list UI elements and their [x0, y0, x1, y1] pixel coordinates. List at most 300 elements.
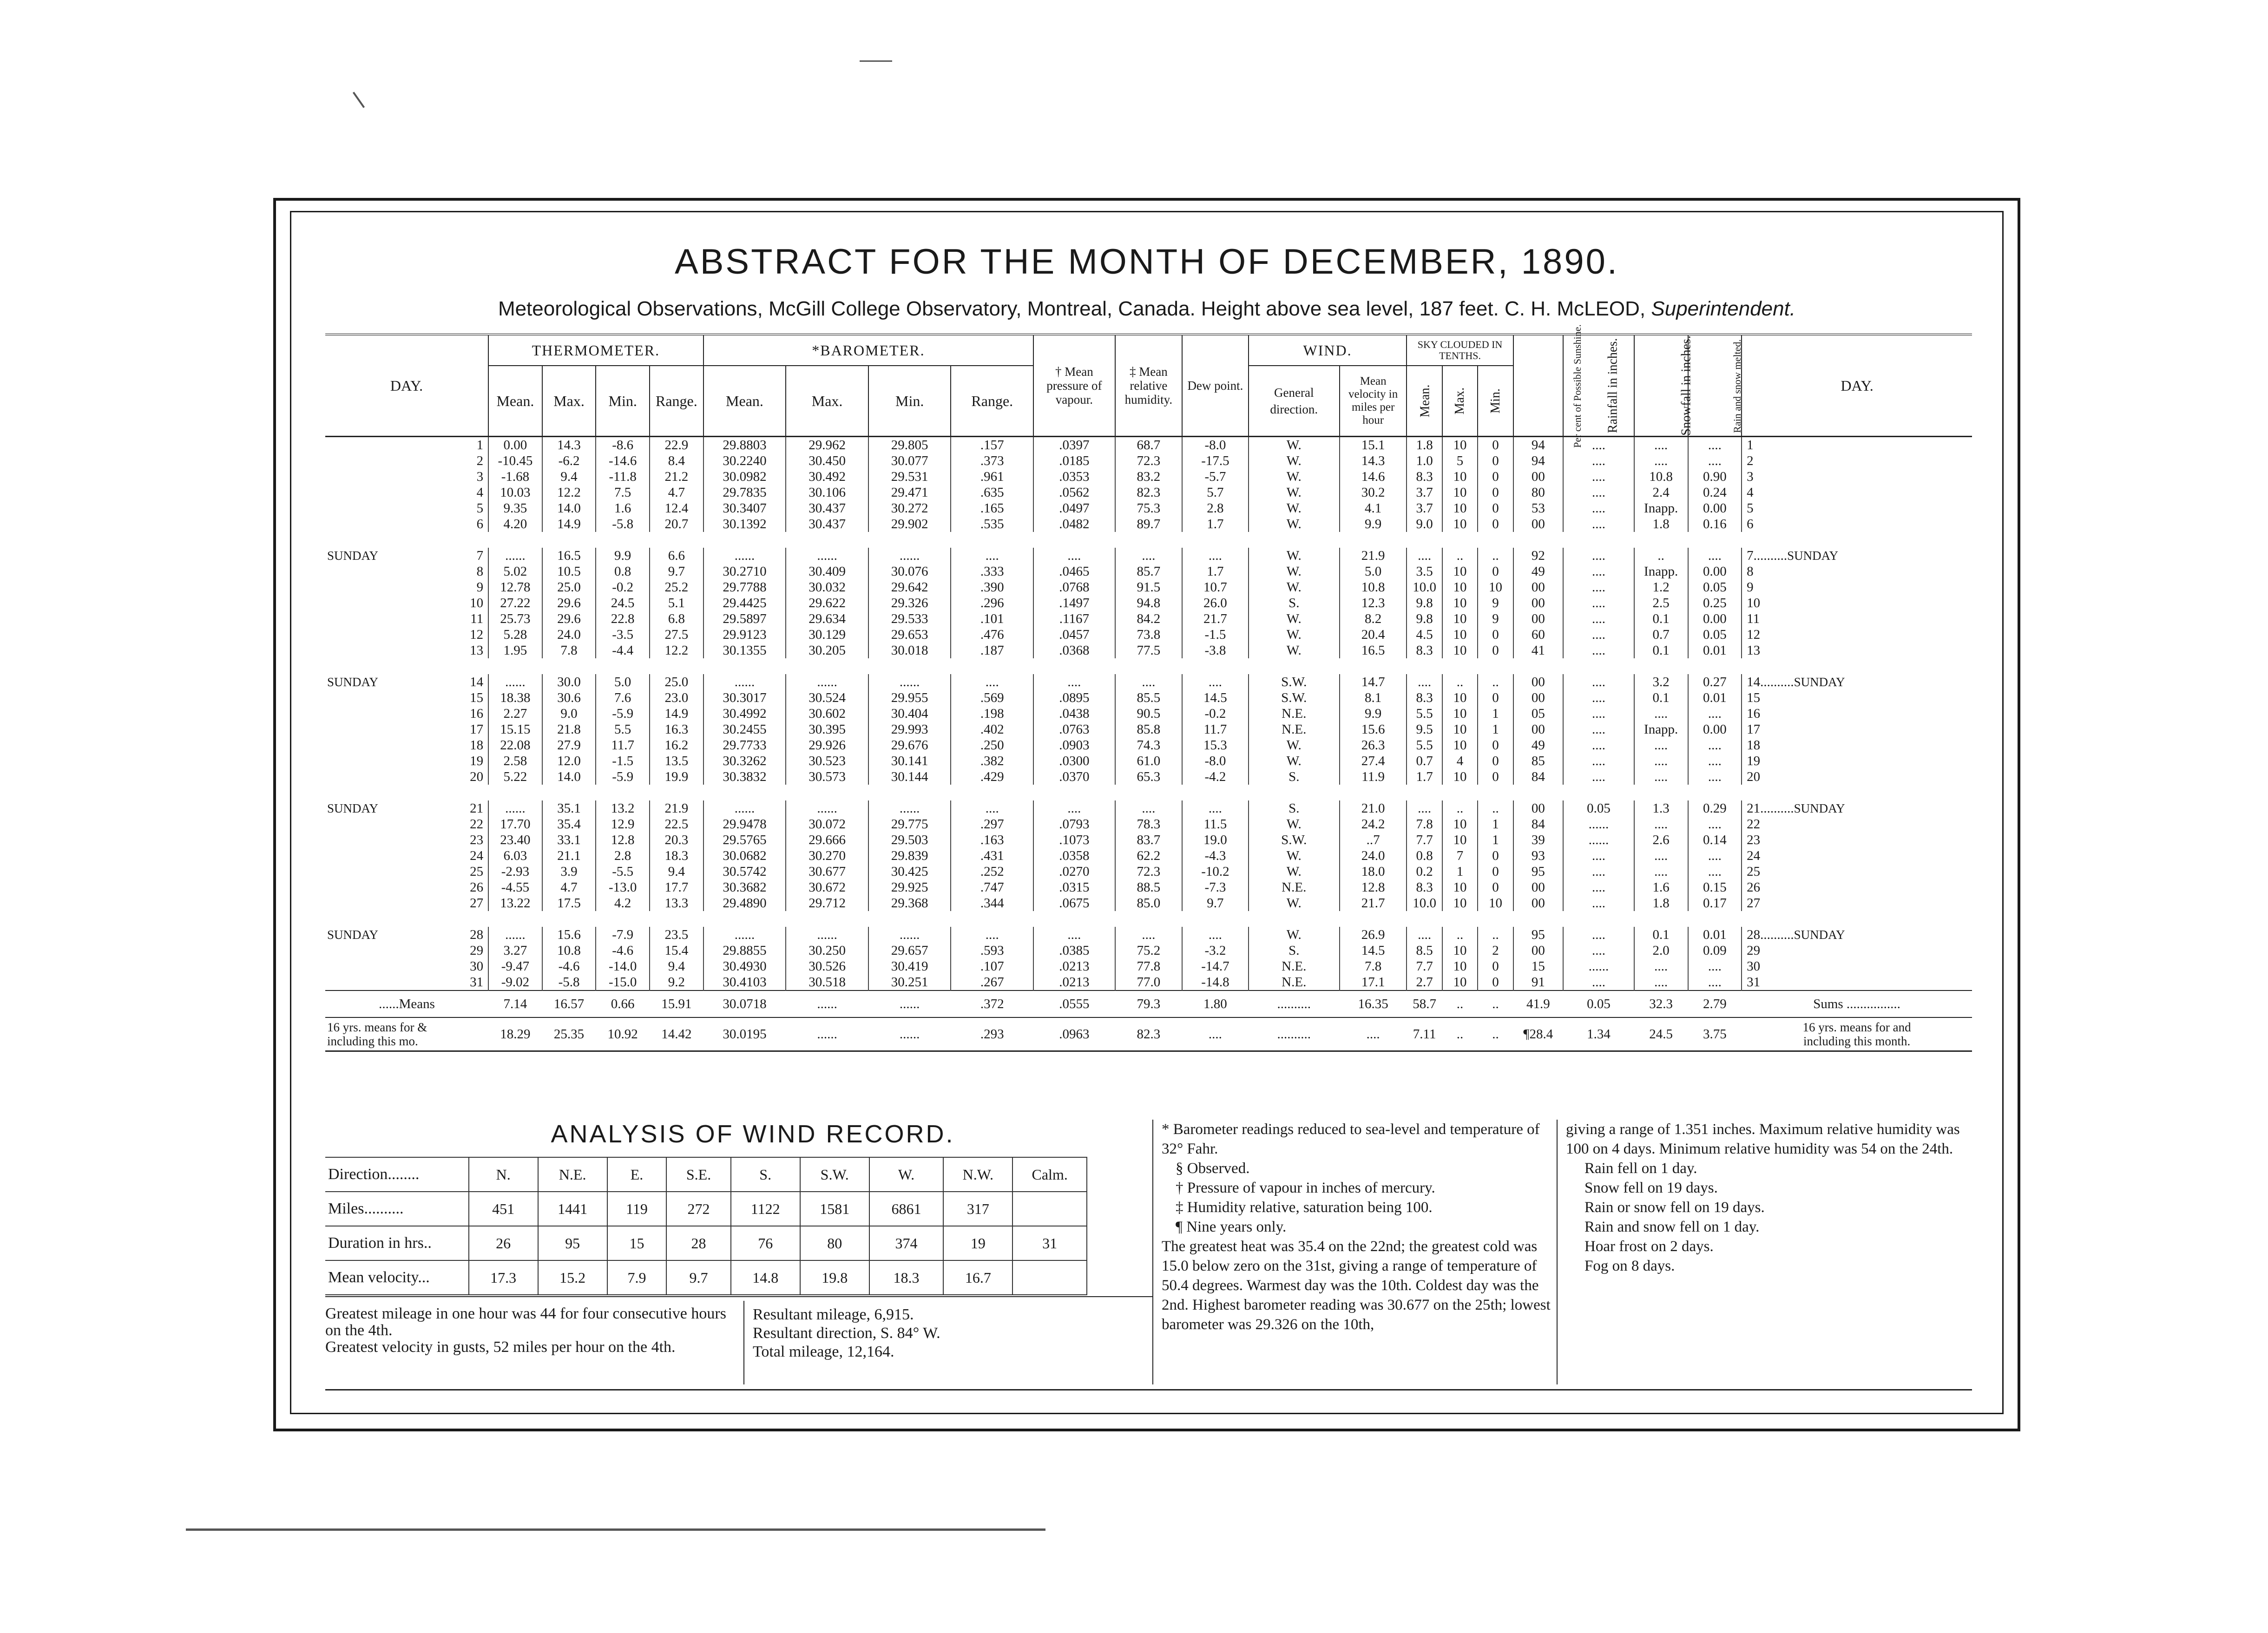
table-row: [325, 564, 1972, 579]
table-cell: 2.27: [488, 706, 542, 721]
footnote-barometer: * Barometer readings reduced to sea-level and temperature of 32° Fahr.: [1162, 1121, 1540, 1157]
wind-cell: 451: [469, 1192, 538, 1226]
wind-cell: N.W.: [943, 1157, 1012, 1192]
table-cell: 9.5: [1407, 721, 1442, 737]
table-cell: ....: [1688, 753, 1742, 769]
averages-cell: 10.92: [596, 1017, 650, 1051]
wind-cell: 119: [607, 1192, 667, 1226]
averages-cell: 18.29: [488, 1017, 542, 1051]
table-cell: ....: [1563, 500, 1634, 516]
table-cell: 1.2: [1634, 579, 1688, 595]
table-cell: 1.6: [596, 500, 650, 516]
table-cell: W.: [1249, 437, 1340, 453]
table-cell: 1.0: [1407, 453, 1442, 469]
table-cell: 25.0: [542, 579, 596, 595]
table-cell: 30.077: [868, 453, 951, 469]
table-cell: 29.4425: [703, 595, 786, 611]
table-cell: ....: [1688, 958, 1742, 974]
table-cell: 1.95: [488, 643, 542, 658]
notes-footnotes: [1162, 1120, 1552, 1334]
table-cell: 15.15: [488, 721, 542, 737]
table-cell: 95: [1513, 927, 1563, 943]
table-cell: 89.7: [1115, 516, 1183, 532]
table-cell: 6.03: [488, 848, 542, 864]
table-cell: .0465: [1033, 564, 1115, 579]
table-cell: 30.205: [786, 643, 868, 658]
table-cell: .0793: [1033, 816, 1115, 832]
table-cell: -10.2: [1182, 864, 1248, 879]
table-cell: W.: [1249, 611, 1340, 627]
table-cell: 29.368: [868, 895, 951, 911]
table-cell: ....: [1563, 737, 1634, 753]
table-cell: 30.1355: [703, 643, 786, 658]
table-cell: -2.93: [488, 864, 542, 879]
day-number-right: 26: [1742, 879, 1972, 895]
table-cell: 9.7: [650, 564, 703, 579]
table-cell: 30.106: [786, 485, 868, 500]
table-cell: 8.1: [1340, 690, 1407, 706]
table-row: [325, 864, 1972, 879]
table-cell: 7.7: [1407, 958, 1442, 974]
table-cell: .1167: [1033, 611, 1115, 627]
averages-label-line2: including this mo.: [327, 1034, 418, 1048]
table-cell: 30.3832: [703, 769, 786, 785]
table-cell: .0457: [1033, 627, 1115, 643]
table-cell: 95: [1513, 864, 1563, 879]
day-number-right: 28: [1747, 927, 1761, 942]
table-cell: W.: [1249, 927, 1340, 943]
table-cell: 26.3: [1340, 737, 1407, 753]
table-row: [325, 800, 1972, 816]
table-cell: 0.7: [1634, 627, 1688, 643]
table-cell: 0: [1478, 974, 1513, 990]
table-cell: 12.78: [488, 579, 542, 595]
wind-cell: [1012, 1192, 1087, 1226]
day-number-right: 13: [1742, 643, 1972, 658]
table-cell: 1.7: [1182, 516, 1248, 532]
wind-cell: 1441: [538, 1192, 607, 1226]
table-cell: W.: [1249, 564, 1340, 579]
table-cell: ......: [703, 800, 786, 816]
note-total-mileage: Total mileage, 12,164.: [753, 1343, 894, 1360]
averages-cell: 3.75: [1688, 1017, 1742, 1051]
table-cell: 1: [1442, 864, 1478, 879]
table-cell: ....: [1033, 800, 1115, 816]
miles-row: [325, 1192, 1087, 1226]
table-cell: 29.471: [868, 485, 951, 500]
note-temperature-summary: The greatest heat was 35.4 on the 22nd; the greatest cold was 15.0 below zero on the 31st, giving a range of temperature of 50.4 degrees. Warmest day was the 10th. Coldest day was the 2nd. Highest barometer reading was 30.677 on the 25th; lowest barometer was 29.326 on the 10th,: [1162, 1238, 1551, 1333]
table-cell: 0.90: [1688, 469, 1742, 485]
table-cell: 4.5: [1407, 627, 1442, 643]
wind-cell: [1012, 1260, 1087, 1295]
table-cell: ....: [1563, 611, 1634, 627]
table-cell: 9.35: [488, 500, 542, 516]
table-cell: 0: [1478, 564, 1513, 579]
sunday-label: SUNDAY: [1794, 928, 1845, 942]
header-rainsnow: [1688, 334, 1742, 437]
day-number: 7: [476, 548, 484, 563]
table-cell: ....: [1688, 848, 1742, 864]
subtitle-superintendent: Superintendent.: [1651, 297, 1796, 320]
table-cell: 14.9: [542, 516, 596, 532]
table-cell: 29.531: [868, 469, 951, 485]
table-cell: ....: [1563, 848, 1634, 864]
table-row: [325, 453, 1972, 469]
averages-cell: 25.35: [542, 1017, 596, 1051]
table-cell: 82.3: [1115, 485, 1183, 500]
table-cell: 75.3: [1115, 500, 1183, 516]
gap-cell: [325, 911, 1972, 927]
table-cell: 1.8: [1634, 516, 1688, 532]
table-cell: Inapp.: [1634, 500, 1688, 516]
table-cell: 8.3: [1407, 690, 1442, 706]
table-cell: W.: [1249, 548, 1340, 564]
table-cell: ..: [1478, 800, 1513, 816]
wind-row-label: Duration in hrs..: [325, 1226, 469, 1260]
table-cell: .157: [951, 437, 1033, 453]
table-cell: 10.8: [1634, 469, 1688, 485]
sunday-dots: ..........: [1760, 927, 1794, 942]
table-cell: ......: [703, 548, 786, 564]
header-sky-mean: [1407, 366, 1442, 437]
means-cell: 16.57: [542, 990, 596, 1017]
page-title: ABSTRACT FOR THE MONTH OF DECEMBER, 1890.: [675, 242, 1619, 282]
day-number-right: 15: [1742, 690, 1972, 706]
table-cell: 12.8: [1340, 879, 1407, 895]
table-cell: 29.926: [786, 737, 868, 753]
table-cell: ..: [1442, 927, 1478, 943]
table-cell: -3.2: [1182, 943, 1248, 958]
table-cell: 05: [1513, 706, 1563, 721]
table-cell: 0.00: [1688, 500, 1742, 516]
table-cell: 12.4: [650, 500, 703, 516]
table-cell: -0.2: [1182, 706, 1248, 721]
table-cell: 30.602: [786, 706, 868, 721]
table-cell: 0.8: [596, 564, 650, 579]
table-cell: -14.7: [1182, 958, 1248, 974]
table-cell: 5.0: [596, 674, 650, 690]
means-cell: ......: [868, 990, 951, 1017]
header-sky-max: [1442, 366, 1478, 437]
wind-cell: 31: [1012, 1226, 1087, 1260]
table-cell: 14.3: [542, 437, 596, 453]
table-cell: ....: [1688, 974, 1742, 990]
table-cell: 18.38: [488, 690, 542, 706]
day-number-right: 16: [1742, 706, 1972, 721]
table-cell: N.E.: [1249, 879, 1340, 895]
table-cell: -1.68: [488, 469, 542, 485]
table-cell: ......: [868, 674, 951, 690]
table-cell: 29.666: [786, 832, 868, 848]
table-cell: 15.3: [1182, 737, 1248, 753]
table-cell: 0.05: [1688, 627, 1742, 643]
table-cell: 25.0: [650, 674, 703, 690]
averages-cell: ¶28.4: [1513, 1017, 1563, 1051]
notes-divider: [1557, 1120, 1558, 1384]
table-cell: Inapp.: [1634, 721, 1688, 737]
means-label: ......Means: [325, 990, 488, 1017]
day-number-right: 9: [1742, 579, 1972, 595]
table-cell: 29.805: [868, 437, 951, 453]
day-number: [325, 548, 488, 564]
table-cell: 10.8: [1340, 579, 1407, 595]
means-cell: ......: [786, 990, 868, 1017]
table-cell: 9.2: [650, 974, 703, 990]
header-wind: WIND.: [1249, 334, 1407, 366]
wind-cell: 272: [666, 1192, 730, 1226]
table-cell: 30.2240: [703, 453, 786, 469]
table-cell: 10: [1442, 737, 1478, 753]
table-cell: ....: [1033, 548, 1115, 564]
table-cell: 26.0: [1182, 595, 1248, 611]
table-cell: S.: [1249, 595, 1340, 611]
day-number: 3: [476, 469, 484, 484]
table-cell: ....: [1563, 437, 1634, 453]
table-cell: 00: [1513, 579, 1563, 595]
table-cell: 22.08: [488, 737, 542, 753]
table-cell: 61.0: [1115, 753, 1183, 769]
table-cell: 29.775: [868, 816, 951, 832]
wind-cell: S.E.: [666, 1157, 730, 1192]
table-cell: .382: [951, 753, 1033, 769]
table-cell: W.: [1249, 816, 1340, 832]
table-cell: N.E.: [1249, 706, 1340, 721]
table-cell: 30.677: [786, 864, 868, 879]
table-cell: 17.70: [488, 816, 542, 832]
header-therm-min: Min.: [596, 366, 650, 437]
table-cell: 0.09: [1688, 943, 1742, 958]
notes-summary: [1566, 1120, 1975, 1276]
table-cell: ..: [1478, 548, 1513, 564]
table-cell: .0270: [1033, 864, 1115, 879]
table-cell: 11.7: [596, 737, 650, 753]
table-cell: 17.1: [1340, 974, 1407, 990]
table-cell: 0: [1478, 848, 1513, 864]
table-cell: 4.7: [542, 879, 596, 895]
table-cell: .0397: [1033, 437, 1115, 453]
day-number-right: 25: [1742, 864, 1972, 879]
table-cell: 0.00: [1688, 611, 1742, 627]
header-snowfall: [1634, 334, 1694, 437]
table-cell: 30.018: [868, 643, 951, 658]
footnote-observed: § Observed.: [1176, 1160, 1250, 1177]
table-cell: ....: [1563, 753, 1634, 769]
table-cell: 4.20: [488, 516, 542, 532]
table-cell: 21.9: [650, 800, 703, 816]
table-cell: 10: [1442, 816, 1478, 832]
table-cell: 22.9: [650, 437, 703, 453]
table-cell: ....: [1182, 674, 1248, 690]
table-cell: 30.4992: [703, 706, 786, 721]
day-number: 6: [476, 517, 484, 531]
table-cell: 1.6: [1634, 879, 1688, 895]
table-row: [325, 753, 1972, 769]
table-cell: -8.0: [1182, 753, 1248, 769]
table-cell: 4: [1442, 753, 1478, 769]
table-cell: 91.5: [1115, 579, 1183, 595]
table-cell: -3.5: [596, 627, 650, 643]
table-cell: -15.0: [596, 974, 650, 990]
table-cell: -5.8: [542, 974, 596, 990]
table-cell: W.: [1249, 895, 1340, 911]
table-cell: -6.2: [542, 453, 596, 469]
table-cell: ....: [1688, 816, 1742, 832]
table-cell: 11.9: [1340, 769, 1407, 785]
wind-row-label: Mean velocity...: [325, 1260, 469, 1295]
table-cell: 29.326: [868, 595, 951, 611]
table-cell: 21.1: [542, 848, 596, 864]
day-number: [325, 674, 488, 690]
table-cell: W.: [1249, 516, 1340, 532]
table-cell: ....: [1688, 769, 1742, 785]
table-cell: 14.3: [1340, 453, 1407, 469]
table-cell: ......: [868, 927, 951, 943]
table-cell: 16.5: [1340, 643, 1407, 658]
averages-cell: 1.34: [1563, 1017, 1634, 1051]
table-cell: 30.2: [1340, 485, 1407, 500]
day-number: 29: [470, 943, 484, 958]
table-cell: 00: [1513, 721, 1563, 737]
table-row: [325, 706, 1972, 721]
table-cell: .0768: [1033, 579, 1115, 595]
table-cell: -13.0: [596, 879, 650, 895]
table-cell: 19.0: [1182, 832, 1248, 848]
table-cell: 10.7: [1182, 579, 1248, 595]
table-cell: 10: [1442, 437, 1478, 453]
table-cell: .0358: [1033, 848, 1115, 864]
wind-cell: W.: [869, 1157, 944, 1192]
table-cell: 1.7: [1182, 564, 1248, 579]
table-cell: 30.270: [786, 848, 868, 864]
table-cell: ....: [1688, 453, 1742, 469]
table-cell: 27.9: [542, 737, 596, 753]
table-cell: 30.0982: [703, 469, 786, 485]
wind-cell: 9.7: [666, 1260, 730, 1295]
table-cell: ....: [1634, 958, 1688, 974]
header-vapour: † Mean pressure of vapour.: [1033, 334, 1115, 437]
averages-cell: ....: [1182, 1017, 1248, 1051]
table-cell: ......: [488, 800, 542, 816]
table-cell: .101: [951, 611, 1033, 627]
table-cell: 0.01: [1688, 690, 1742, 706]
table-cell: 30.2710: [703, 564, 786, 579]
table-cell: 2.6: [1634, 832, 1688, 848]
table-cell: .431: [951, 848, 1033, 864]
scan-mark: [860, 60, 892, 62]
table-cell: 00: [1513, 943, 1563, 958]
wind-row-label: Miles..........: [325, 1192, 469, 1226]
table-cell: ....: [1563, 453, 1634, 469]
table-cell: 0.01: [1688, 927, 1742, 943]
table-cell: 8.4: [650, 453, 703, 469]
sunday-label: SUNDAY: [327, 549, 379, 563]
table-cell: 84.2: [1115, 611, 1183, 627]
table-cell: 1: [1478, 706, 1513, 721]
wind-cell: 374: [869, 1226, 944, 1260]
table-cell: .429: [951, 769, 1033, 785]
averages-cell: .0963: [1033, 1017, 1115, 1051]
table-cell: 14.7: [1340, 674, 1407, 690]
table-cell: 24.0: [1340, 848, 1407, 864]
table-cell: .0763: [1033, 721, 1115, 737]
sunday-dots: ..........: [1760, 801, 1794, 816]
table-cell: .0482: [1033, 516, 1115, 532]
table-cell: W.: [1249, 737, 1340, 753]
means-cell: 30.0718: [703, 990, 786, 1017]
table-cell: 7.8: [542, 643, 596, 658]
table-cell: ....: [1182, 800, 1248, 816]
day-number: 13: [470, 643, 484, 658]
table-cell: ....: [1407, 800, 1442, 816]
table-cell: 4.1: [1340, 500, 1407, 516]
table-cell: 30.492: [786, 469, 868, 485]
table-cell: 27.22: [488, 595, 542, 611]
day-number-right: 3: [1742, 469, 1972, 485]
table-cell: 5.5: [1407, 737, 1442, 753]
table-cell: 75.2: [1115, 943, 1183, 958]
table-cell: ....: [1634, 769, 1688, 785]
day-number-right: 24: [1742, 848, 1972, 864]
table-cell: 24.5: [596, 595, 650, 611]
table-cell: 10: [1442, 895, 1478, 911]
table-cell: 29.622: [786, 595, 868, 611]
day-number: 23: [470, 833, 484, 847]
table-cell: 10: [1442, 469, 1478, 485]
day-number-right: 10: [1742, 595, 1972, 611]
means-cell: 15.91: [650, 990, 703, 1017]
table-cell: 0.00: [1688, 564, 1742, 579]
table-cell: W.: [1249, 848, 1340, 864]
table-cell: 17.5: [542, 895, 596, 911]
header-wind-direction: General direction.: [1249, 366, 1340, 437]
table-cell: 15.6: [1340, 721, 1407, 737]
day-number: 11: [470, 611, 484, 626]
table-cell: 2.4: [1634, 485, 1688, 500]
table-cell: 10: [1478, 895, 1513, 911]
table-cell: 85.7: [1115, 564, 1183, 579]
table-cell: 12.2: [542, 485, 596, 500]
gap-cell: [325, 532, 1972, 548]
table-row: [325, 595, 1972, 611]
table-cell: ....: [1563, 769, 1634, 785]
table-cell: .0385: [1033, 943, 1115, 958]
table-cell: 8.3: [1407, 879, 1442, 895]
table-cell: 12.9: [596, 816, 650, 832]
header-baro-min: Min.: [868, 366, 951, 437]
table-cell: 9.4: [542, 469, 596, 485]
day-number: 5: [476, 501, 484, 516]
means-cell: 1.80: [1182, 990, 1248, 1017]
table-cell: 30.518: [786, 974, 868, 990]
table-cell: ....: [1688, 706, 1742, 721]
table-cell: -4.55: [488, 879, 542, 895]
sums-label: Sums ................: [1742, 990, 1972, 1017]
wind-cell: S.: [731, 1157, 800, 1192]
scan-mark: [186, 1528, 1045, 1531]
means-cell: ..: [1478, 990, 1513, 1017]
table-cell: 65.3: [1115, 769, 1183, 785]
header-baro-mean: Mean.: [703, 366, 786, 437]
table-cell: 10.0: [1407, 895, 1442, 911]
table-cell: 30.3017: [703, 690, 786, 706]
table-cell: 9.4: [650, 958, 703, 974]
table-cell: 20.7: [650, 516, 703, 532]
wind-cell: 16.7: [943, 1260, 1012, 1295]
table-cell: 0: [1478, 485, 1513, 500]
table-cell: 30.072: [786, 816, 868, 832]
wind-row-label: Direction........: [325, 1157, 469, 1192]
table-cell: 23.0: [650, 690, 703, 706]
